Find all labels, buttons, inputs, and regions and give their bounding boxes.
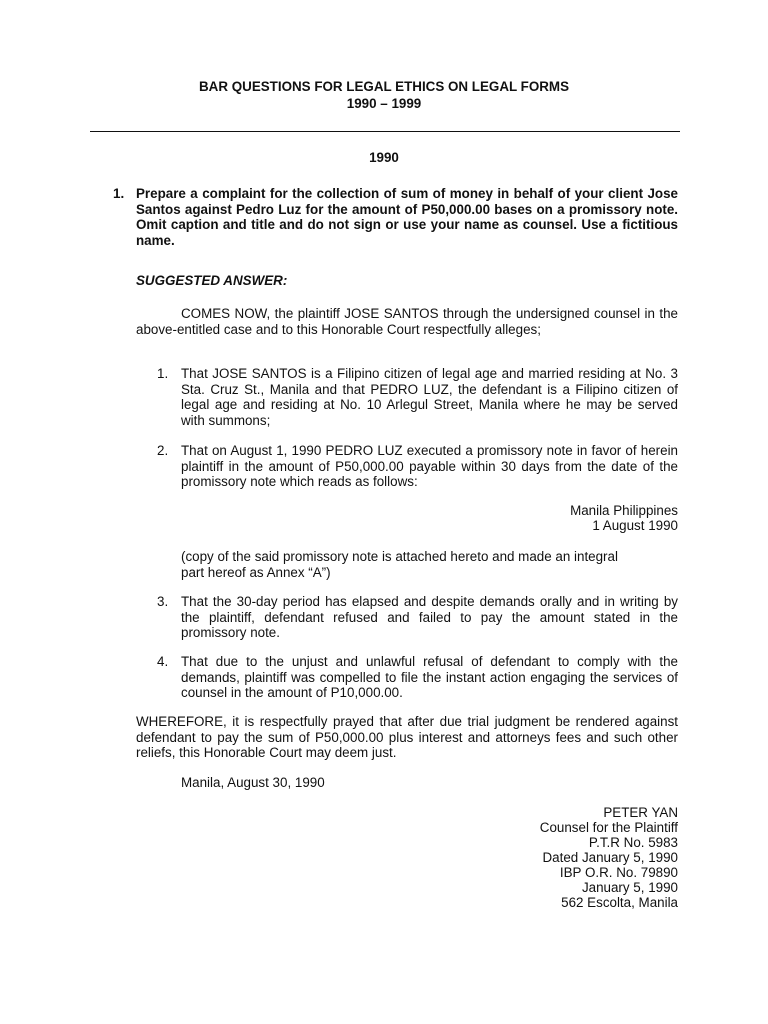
- allegation-number: 1.: [157, 366, 169, 381]
- ibp-date: January 5, 1990: [581, 880, 678, 895]
- allegation-number: 3.: [157, 594, 169, 609]
- title-divider: [90, 131, 680, 132]
- place-and-date: Manila, August 30, 1990: [181, 775, 325, 790]
- suggested-answer-heading: SUGGESTED ANSWER:: [136, 273, 288, 288]
- allegation-text: That JOSE SANTOS is a Filipino citizen of legal age and married residing at No. 3 Sta. Cruz St., Manila and that PEDRO LUZ, the defendant is a Filipino citizen of legal age and residing at No. 10 Arlegul Street, Manila where he may be served with summons;: [181, 366, 678, 428]
- note-place: Manila Philippines: [570, 503, 678, 518]
- ptr-date: Dated January 5, 1990: [542, 850, 678, 865]
- counsel-address: 562 Escolta, Manila: [561, 895, 678, 910]
- allegation-text: That on August 1, 1990 PEDRO LUZ executed a promissory note in favor of herein plaintiff in the amount of P50,000.00 payable within 30 days from the date of the promissory note which reads as follows:: [181, 443, 678, 490]
- question-number: 1.: [113, 186, 125, 201]
- annex-line-1: (copy of the said promissory note is attached hereto and made an integral: [181, 549, 618, 564]
- section-year: 1990: [369, 150, 399, 165]
- counsel-name: PETER YAN: [603, 805, 678, 820]
- document-title: BAR QUESTIONS FOR LEGAL ETHICS ON LEGAL FORMS: [199, 79, 569, 94]
- ptr-number: P.T.R No. 5983: [588, 835, 678, 850]
- allegation-number: 4.: [157, 654, 169, 669]
- allegation-text: That due to the unjust and unlawful refusal of defendant to comply with the demands, plaintiff was compelled to file the instant action engaging the services of counsel in the amount of P10,000.00.: [181, 654, 678, 701]
- allegation-number: 2.: [157, 443, 169, 458]
- wherefore-paragraph: WHEREFORE, it is respectfully prayed that after due trial judgment be rendered against defendant to pay the sum of P50,000.00 plus interest and attorneys fees and such other reliefs, this Honorable Court may deem just.: [136, 714, 678, 761]
- annex-line-2: part hereof as Annex “A”): [181, 565, 331, 580]
- allegation-text: That the 30-day period has elapsed and despite demands orally and in writing by the plaintiff, defendant refused and failed to pay the amount stated in the promissory note.: [181, 594, 678, 641]
- note-date: 1 August 1990: [592, 518, 678, 533]
- counsel-role: Counsel for the Plaintiff: [539, 820, 678, 835]
- document-year-range: 1990 – 1999: [346, 96, 422, 111]
- question-text: Prepare a complaint for the collection of sum of money in behalf of your client Jose Santos against Pedro Luz for the amount of P50,000.00 bases on a promissory note. Omit caption and title and do not sign or use your name as counsel. Use a fictitious name.: [136, 186, 678, 248]
- ibp-number: IBP O.R. No. 79890: [559, 865, 678, 880]
- complaint-intro: COMES NOW, the plaintiff JOSE SANTOS through the undersigned counsel in the above-entitled case and to this Honorable Court respectfully alleges;: [136, 306, 678, 337]
